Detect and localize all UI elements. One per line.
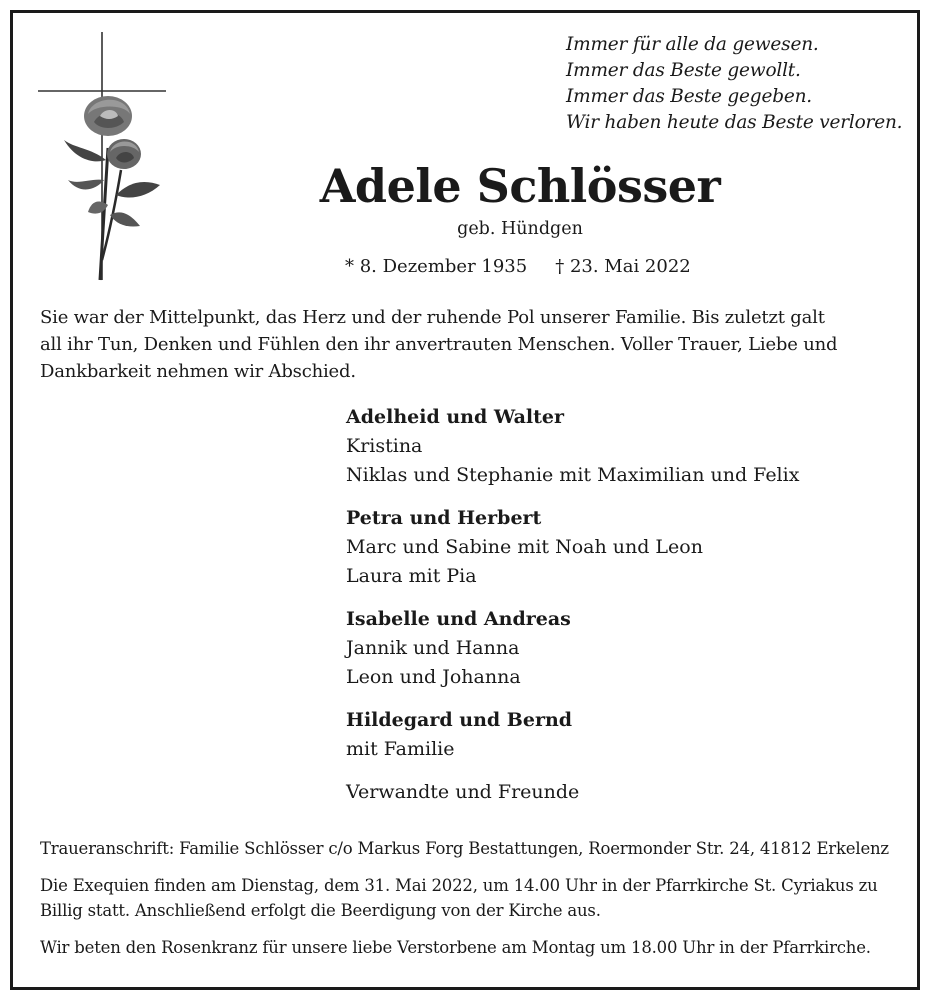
poem-line: Wir haben heute das Beste verloren. xyxy=(566,112,903,133)
mourners-list xyxy=(346,403,799,807)
life-dates xyxy=(345,254,691,280)
mourning-address xyxy=(40,836,900,861)
intro-line: all ihr Tun, Denken und Fühlen den ihr anvertrauten Menschen. Voller Trauer, Liebe und xyxy=(40,334,838,355)
exequien-line: Billig statt. Anschließend erfolgt die Beerdigung von der Kirche aus. xyxy=(40,901,601,920)
family-group xyxy=(346,403,799,490)
family-head: Hildegard und Bernd xyxy=(346,709,573,731)
intro-line: Dankbarkeit nehmen wir Abschied. xyxy=(40,361,356,382)
intro-line: Sie war der Mittelpunkt, das Herz und der ruhende Pol unserer Familie. Bis zuletzt galt xyxy=(40,307,825,328)
birth-date: * 8. Dezember 1935 xyxy=(345,256,528,277)
family-member: Marc und Sabine mit Noah und Leon xyxy=(346,536,703,558)
exequien-notice xyxy=(40,873,900,923)
family-member: Jannik und Hanna xyxy=(346,637,520,659)
rosary-notice xyxy=(40,935,900,960)
poem-line: Immer das Beste gewollt. xyxy=(566,60,801,81)
family-member: Laura mit Pia xyxy=(346,565,477,587)
family-member: mit Familie xyxy=(346,738,455,760)
family-head: Adelheid und Walter xyxy=(346,406,564,428)
family-member: Leon und Johanna xyxy=(346,666,521,688)
poem-line: Immer das Beste gegeben. xyxy=(566,86,812,107)
family-group xyxy=(346,706,799,764)
exequien-line: Die Exequien finden am Dienstag, dem 31. Mai 2022, um 14.00 Uhr in der Pfarrkirche St. Cyriakus zu xyxy=(40,876,878,895)
born-name: geb. Hündgen xyxy=(457,219,583,239)
relatives: Verwandte und Freunde xyxy=(346,781,580,803)
family-head: Petra und Herbert xyxy=(346,507,542,529)
family-member: Niklas und Stephanie mit Maximilian und Felix xyxy=(346,464,800,486)
death-date: † 23. Mai 2022 xyxy=(555,256,691,277)
family-group xyxy=(346,605,799,692)
poem-line: Immer für alle da gewesen. xyxy=(566,34,819,55)
poem xyxy=(566,32,902,136)
cross-rose-icon xyxy=(36,30,171,282)
address-text: Traueranschrift: Familie Schlösser c/o Markus Forg Bestattungen, Roermonder Str. 24, 41812 Erkelenz xyxy=(40,839,889,858)
family-head: Isabelle und Andreas xyxy=(346,608,571,630)
footer-info xyxy=(40,836,900,972)
family-group xyxy=(346,504,799,591)
family-member: Kristina xyxy=(346,435,423,457)
rosary-text: Wir beten den Rosenkranz für unsere liebe Verstorbene am Montag um 18.00 Uhr in der Pfarrkirche. xyxy=(40,938,871,957)
deceased-name: Adele Schlösser xyxy=(319,159,721,213)
intro-text xyxy=(40,304,900,385)
